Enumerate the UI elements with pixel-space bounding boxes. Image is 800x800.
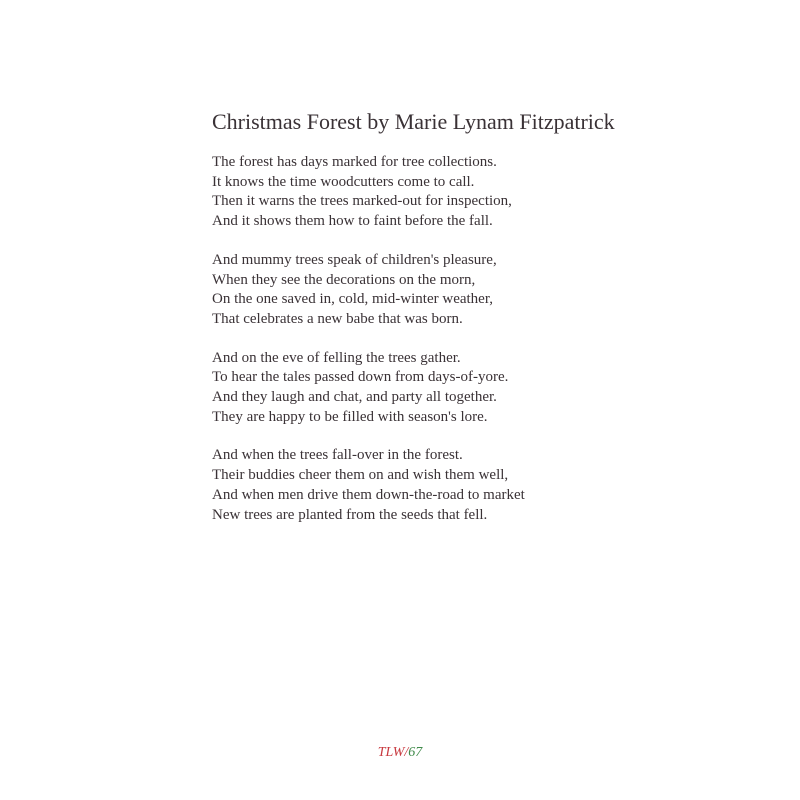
poem-line: And it shows them how to faint before the fall. [212, 213, 493, 230]
poem-line: And they laugh and chat, and party all together. [212, 389, 497, 406]
footer-mark-number: 67 [408, 745, 423, 760]
poem-line: It knows the time woodcutters come to call. [212, 173, 475, 190]
poem-line: When they see the decorations on the morn, [212, 271, 476, 288]
poem-line: And on the eve of felling the trees gather. [212, 349, 461, 366]
poem-line: On the one saved in, cold, mid-winter weather, [212, 291, 493, 308]
poem-body [212, 153, 612, 544]
poem-line: And when men drive them down-the-road to market [212, 486, 525, 503]
stanza-2 [212, 251, 612, 330]
poem-line: That celebrates a new babe that was born. [212, 310, 463, 327]
poem-line: And mummy trees speak of children's pleasure, [212, 251, 497, 268]
poem-title: Christmas Forest by Marie Lynam Fitzpatrick [212, 109, 615, 134]
footer-mark-prefix: TLW/ [377, 745, 409, 760]
poem-line: Then it warns the trees marked-out for inspection, [212, 193, 512, 210]
footer-mark [0, 743, 800, 763]
stanza-1 [212, 153, 612, 232]
poem-line: To hear the tales passed down from days-of-yore. [212, 369, 509, 386]
stanza-4 [212, 446, 612, 525]
poem-line: The forest has days marked for tree collections. [212, 154, 497, 170]
poem-line: They are happy to be filled with season's lore. [212, 408, 488, 425]
poem-line: And when the trees fall-over in the forest. [212, 447, 463, 464]
poem-line: Their buddies cheer them on and wish them well, [212, 467, 509, 484]
stanza-3 [212, 349, 612, 428]
poem-line: New trees are planted from the seeds that fell. [212, 506, 488, 523]
